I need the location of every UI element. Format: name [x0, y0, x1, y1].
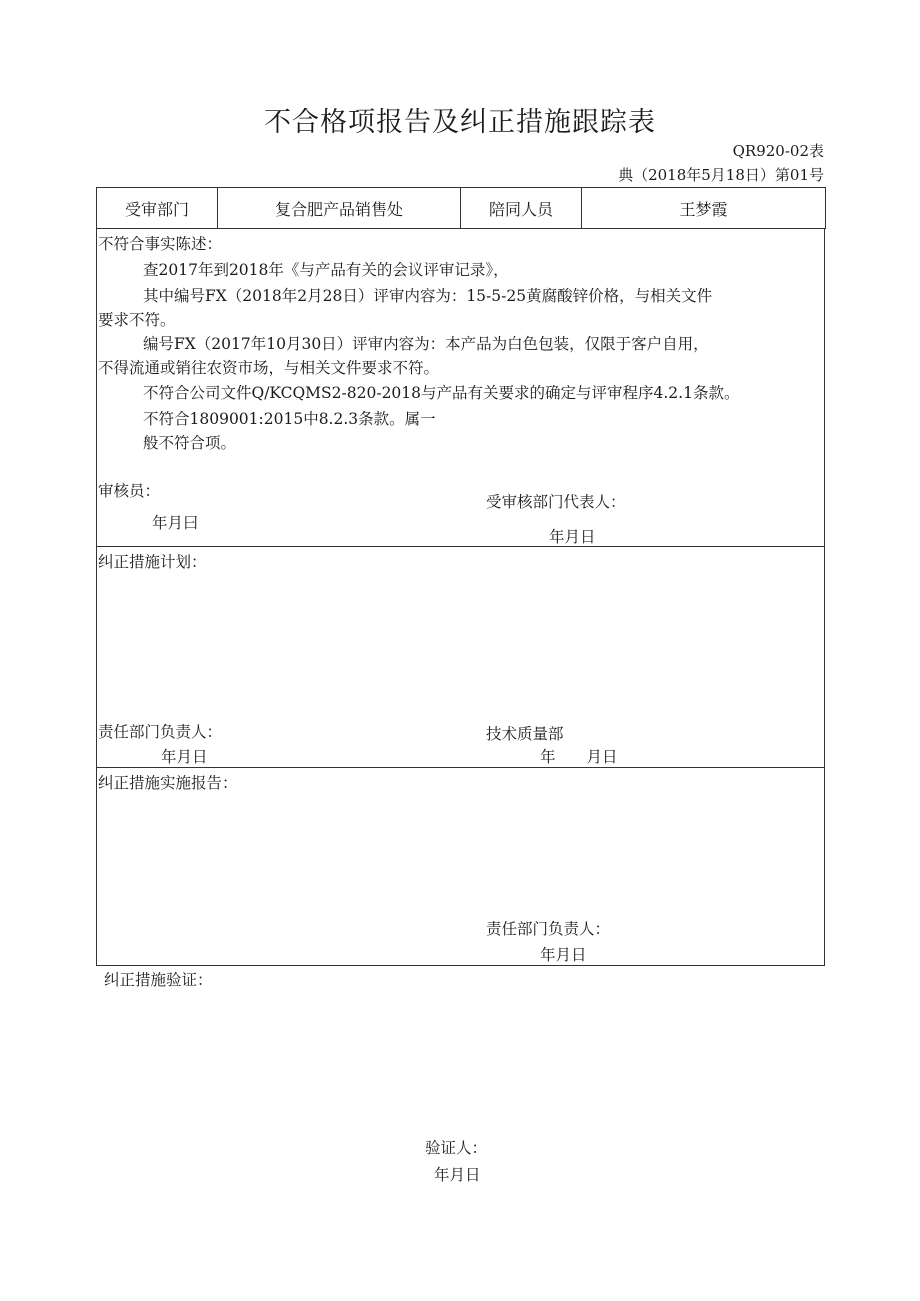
- implementation-section: [96, 767, 825, 966]
- auditor-label: 审核员：: [98, 482, 161, 500]
- nonconformity-line: 其中编号FX（2018年2月28日）评审内容为：15-5-25黄腐酸锌价格，与相关文件: [143, 287, 713, 305]
- tech-quality-date: 年 月日: [540, 748, 618, 766]
- nonconformity-heading: 不符合事实陈述：: [98, 235, 223, 253]
- nonconformity-line: 般不符合项。: [143, 434, 237, 452]
- dept-value: 复合肥产品销售处: [218, 188, 461, 229]
- implementation-heading: 纠正措施实施报告：: [98, 774, 238, 792]
- edition-line: 典（2018年5月18日）第01号: [618, 166, 824, 184]
- corrective-plan-heading: 纠正措施计划：: [98, 553, 207, 571]
- form-code: QR920-02表: [732, 142, 824, 160]
- nonconformity-section: [96, 228, 825, 547]
- plan-responsible-label: 责任部门负责人：: [98, 723, 223, 741]
- implementation-responsible-label: 责任部门负责人：: [486, 920, 611, 938]
- nonconformity-line: 编号FX（2017年10月30日）评审内容为：本产品为白色包装，仅限于客户自用，: [143, 335, 709, 353]
- implementation-responsible-date: 年月日: [540, 946, 587, 964]
- verifier-date: 年月日: [434, 1166, 481, 1184]
- auditor-date: 年月曰: [152, 514, 199, 532]
- companion-label: 陪同人员: [461, 188, 582, 229]
- auditee-rep-date: 年月日: [549, 528, 596, 546]
- header-row: [97, 188, 826, 229]
- auditee-rep-label: 受审核部门代表人：: [486, 493, 626, 511]
- nonconformity-line: 不符合公司文件Q/KCQMS2-820-2018与产品有关要求的确定与评审程序4.2.1条款。: [143, 384, 740, 402]
- plan-responsible-date: 年月日: [161, 748, 208, 766]
- nonconformity-line: 不得流通或销往农资市场，与相关文件要求不符。: [98, 359, 440, 377]
- nonconformity-line: 不符合1809001:2015中8.2.3条款。属一: [143, 410, 436, 428]
- companion-value: 王梦霞: [582, 188, 826, 229]
- dept-label: 受审部门: [97, 188, 218, 229]
- corrective-plan-section: [96, 546, 825, 768]
- verification-heading: 纠正措施验证：: [104, 971, 213, 989]
- verifier-label: 验证人：: [425, 1139, 488, 1157]
- header-table: [96, 187, 826, 229]
- tech-quality-label: 技术质量部: [486, 725, 564, 743]
- nonconformity-line: 要求不符。: [98, 311, 176, 329]
- page-title: 不合格项报告及纠正措施跟踪表: [264, 107, 656, 138]
- nonconformity-line: 查2017年到2018年《与产品有关的会议评审记录》，: [143, 261, 509, 279]
